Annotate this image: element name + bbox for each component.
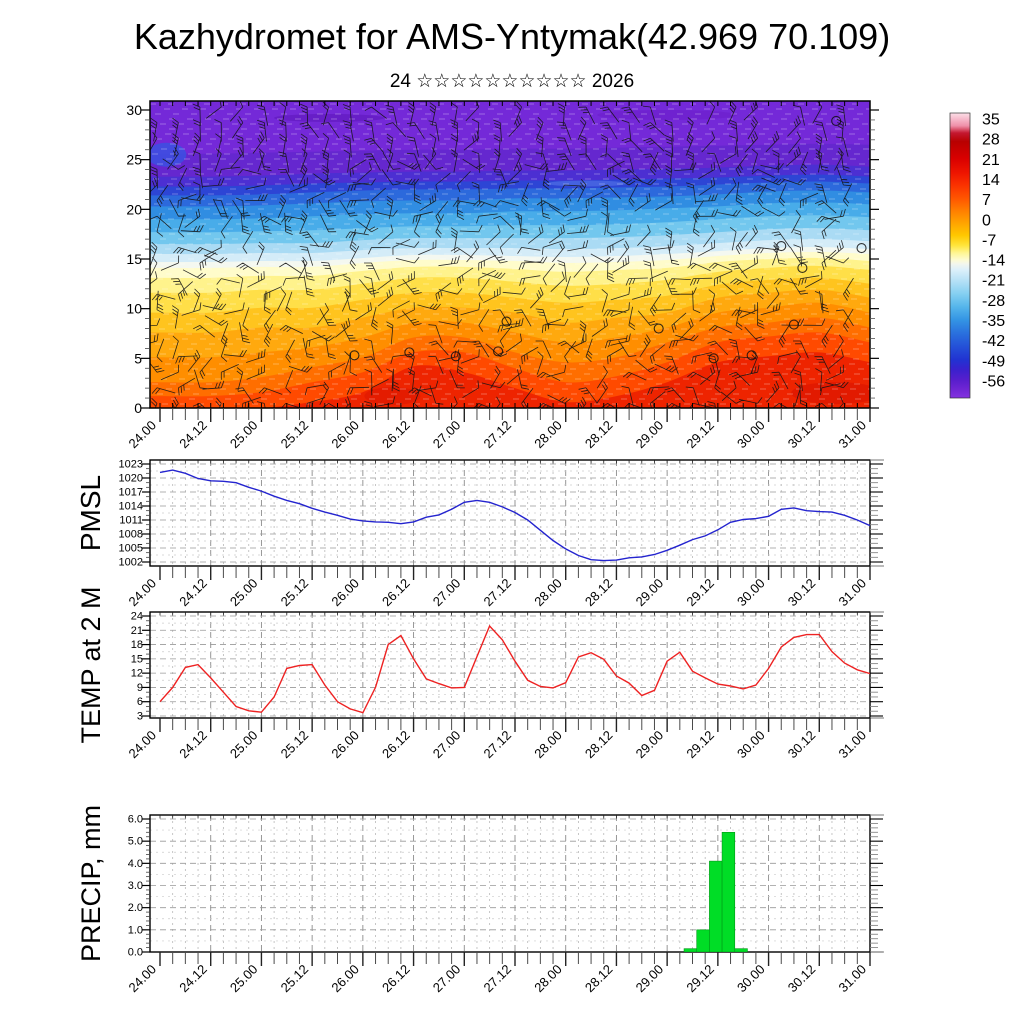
colorbar (950, 112, 1005, 399)
page-title: Kazhydromet for AMS-Yntymak(42.969 70.109) (133, 16, 891, 57)
x-tick-label: 27.12 (480, 575, 515, 610)
x-tick-label: 28.00 (531, 417, 565, 452)
temp-panel (76, 586, 884, 761)
temp-curve (160, 626, 870, 713)
x-tick-label: 29.12 (683, 417, 717, 452)
x-tick-label: 25.00 (226, 727, 261, 762)
x-tick-label: 26.00 (328, 417, 362, 452)
colorbar-label: 21 (982, 151, 1000, 169)
panel-title: PRECIP, mm (76, 804, 106, 963)
x-tick-label: 30.00 (734, 575, 768, 610)
y-tick-label: 1008 (118, 528, 143, 541)
x-tick-label: 29.12 (683, 727, 717, 762)
x-tick-label: 27.00 (429, 727, 464, 762)
x-tick-label: 26.12 (379, 961, 413, 996)
x-tick-label: 30.12 (784, 417, 819, 452)
x-tick-label: 26.12 (379, 727, 413, 762)
cross-y-label: 25 (126, 151, 142, 168)
x-tick-label: 24.00 (125, 417, 160, 452)
precip-bar (697, 930, 710, 952)
x-tick-label: 24.12 (176, 727, 210, 762)
precip-panel (76, 805, 884, 995)
cross-y-label: 15 (126, 251, 142, 267)
x-tick-label: 30.12 (784, 575, 819, 610)
x-tick-label: 24.00 (125, 575, 160, 610)
x-tick-label: 24.00 (125, 727, 160, 762)
x-tick-label: 27.12 (480, 417, 515, 452)
y-tick-label: 9 (136, 681, 143, 694)
x-tick-label: 29.00 (632, 961, 667, 996)
x-tick-label: 25.00 (226, 575, 261, 610)
y-tick-label: 3 (136, 710, 143, 723)
panel-title: PMSL (75, 474, 106, 552)
y-tick-label: 1014 (118, 500, 143, 513)
y-tick-label: 15 (130, 653, 143, 666)
x-tick-label: 24.12 (176, 575, 210, 610)
colorbar-label: -42 (982, 333, 1006, 351)
x-tick-label: 27.12 (480, 961, 515, 996)
colorbar-bar (950, 113, 970, 398)
x-tick-label: 26.00 (328, 575, 362, 610)
y-tick-label: 1017 (118, 486, 143, 499)
x-tick-label: 25.12 (277, 417, 312, 452)
x-tick-label: 26.12 (379, 575, 413, 610)
x-tick-label: 30.12 (784, 961, 819, 996)
colorbar-label: 35 (982, 111, 1000, 129)
y-tick-label: 1005 (118, 542, 143, 555)
y-tick-label: 24 (130, 610, 143, 623)
x-tick-label: 28.00 (531, 727, 565, 762)
cross-y-label: 20 (126, 201, 142, 218)
x-tick-label: 28.12 (581, 417, 616, 452)
y-tick-label: 6 (136, 696, 143, 709)
x-tick-label: 31.00 (835, 727, 870, 762)
y-tick-label: 2.0 (127, 902, 143, 915)
colorbar-label: 28 (982, 131, 1000, 149)
y-tick-label: 4.0 (127, 857, 143, 870)
x-tick-label: 24.12 (176, 961, 210, 996)
cross-y-label: 0 (134, 400, 142, 416)
x-tick-label: 25.12 (277, 575, 312, 610)
y-tick-label: 18 (130, 639, 143, 652)
colorbar-label: 0 (982, 212, 991, 230)
x-tick-label: 29.00 (632, 575, 667, 610)
x-tick-label: 24.12 (176, 417, 210, 452)
precip-bar (735, 949, 748, 952)
y-tick-label: 1011 (119, 514, 143, 527)
y-tick-label: 1023 (118, 458, 143, 471)
x-tick-label: 29.12 (683, 575, 717, 610)
x-tick-label: 25.12 (277, 727, 312, 762)
x-tick-label: 31.00 (835, 575, 870, 610)
y-tick-label: 1002 (118, 556, 143, 569)
x-tick-label: 28.12 (581, 961, 616, 996)
pmsl-panel (75, 459, 884, 610)
x-tick-label: 24.00 (125, 961, 160, 996)
x-tick-label: 29.00 (632, 417, 667, 452)
y-tick-label: 1.0 (127, 924, 143, 937)
x-tick-label: 28.00 (531, 961, 565, 996)
x-tick-label: 27.12 (480, 727, 515, 762)
x-tick-label: 27.00 (429, 575, 464, 610)
x-tick-label: 25.12 (277, 961, 312, 996)
x-tick-label: 31.00 (835, 417, 870, 452)
panel-title: TEMP at 2 M (76, 586, 106, 744)
precip-bar (722, 832, 735, 952)
x-tick-label: 28.12 (581, 727, 616, 762)
x-tick-label: 26.00 (328, 961, 362, 996)
x-tick-label: 31.00 (835, 961, 870, 996)
x-tick-label: 27.00 (429, 961, 464, 996)
colorbar-label: -49 (982, 353, 1006, 371)
x-tick-label: 29.00 (632, 727, 667, 762)
y-tick-label: 12 (130, 667, 143, 680)
x-tick-label: 30.12 (784, 727, 819, 762)
x-tick-label: 25.00 (226, 417, 261, 452)
y-tick-label: 0.0 (127, 946, 143, 959)
x-tick-label: 30.00 (734, 727, 768, 762)
colorbar-label: -35 (982, 313, 1006, 330)
colorbar-label: 14 (982, 171, 1000, 189)
colorbar-label: -56 (982, 373, 1006, 391)
x-tick-label: 30.00 (734, 417, 768, 452)
cross-y-label: 10 (126, 300, 142, 317)
y-tick-label: 5.0 (127, 835, 143, 848)
x-tick-label: 25.00 (226, 961, 261, 996)
colorbar-label: -7 (982, 232, 997, 250)
precip-bar (709, 861, 722, 952)
precip-bar (684, 949, 697, 952)
colorbar-label: 7 (982, 192, 991, 210)
colorbar-label: -14 (982, 252, 1006, 270)
cross-y-label: 30 (126, 102, 142, 118)
precip-bars (684, 832, 747, 952)
x-tick-label: 28.00 (531, 575, 565, 610)
x-tick-label: 27.00 (429, 417, 464, 452)
page-subtitle: 24 ☆☆☆☆☆☆☆☆☆☆ 2026 (389, 71, 635, 92)
x-tick-label: 29.12 (683, 961, 717, 996)
x-tick-label: 26.00 (328, 727, 362, 762)
x-tick-label: 26.12 (379, 417, 413, 452)
colorbar-label: -28 (982, 292, 1006, 310)
cross-section-panel (126, 100, 882, 451)
y-tick-label: 6.0 (127, 813, 143, 826)
y-tick-label: 3.0 (127, 880, 143, 892)
colorbar-label: -21 (982, 272, 1006, 290)
x-tick-label: 30.00 (734, 961, 768, 996)
cross-y-label: 5 (134, 350, 142, 367)
y-tick-label: 21 (130, 624, 143, 637)
y-tick-label: 1020 (118, 472, 143, 485)
x-tick-label: 28.12 (581, 575, 616, 610)
